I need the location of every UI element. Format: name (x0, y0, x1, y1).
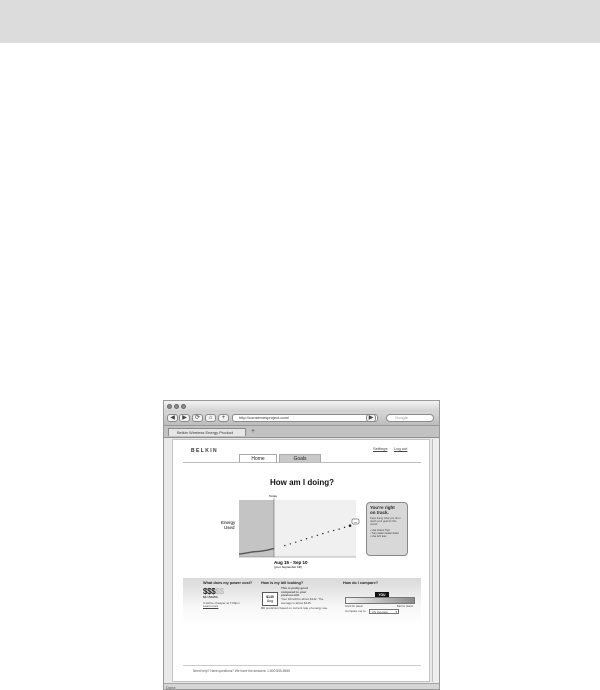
bill-detail: Your bill will be about $142. The average is about $145. (281, 596, 324, 605)
status-callout (366, 502, 408, 556)
callout-title-1: You're right (370, 505, 395, 510)
y-axis-label-2: Used (224, 525, 235, 530)
period-label: Aug 15 - Sep 10 (274, 560, 308, 565)
bill-envelope-icon: $140 Aug (262, 592, 278, 606)
browser-tab-strip (164, 426, 439, 438)
compare-right-label: Bad for planet (397, 605, 414, 608)
bill-title: How is my bill looking? (261, 581, 304, 585)
logout-link[interactable]: Log out (394, 446, 408, 451)
bill-message-1: This is pretty good (281, 586, 308, 591)
compare-select[interactable]: US Average ▾ (369, 609, 399, 614)
browser-tab[interactable]: Belkin Wireless Energy Product (168, 428, 246, 436)
minimize-window-button[interactable] (174, 404, 179, 409)
bill-footnote: Bill prediction based on current rate of energy use. (261, 606, 329, 611)
footer-divider (183, 665, 421, 666)
cost-note: It will be cheaper at 7:00pm (203, 600, 240, 605)
page-title: How am I doing? (270, 478, 334, 487)
callout-tip[interactable]: › Use A/C less (370, 535, 387, 539)
tab-home[interactable]: Home (239, 454, 277, 462)
search-field[interactable]: Google (386, 414, 434, 422)
projected-point (333, 530, 334, 531)
callout-body: Keep doing what you do to reach your goal for this month. (370, 517, 401, 527)
add-bookmark-button[interactable]: + (218, 414, 229, 422)
compare-left-label: Good for planet (345, 605, 363, 608)
bill-message-3: previous bill. (281, 593, 300, 598)
projected-point (344, 527, 345, 528)
back-button[interactable]: ◀ (167, 414, 178, 422)
cost-indicator: $$$$$ (203, 587, 224, 597)
web-page (172, 439, 430, 682)
learn-more-link[interactable]: Learn more (203, 604, 219, 609)
compare-scale-bar (345, 597, 415, 604)
chevron-down-icon: ▾ (395, 610, 397, 614)
compare-to-label: Compare me to (345, 609, 366, 613)
chart-past-region (239, 500, 274, 557)
reload-button[interactable]: ⟳ (192, 414, 203, 422)
summary-panel (183, 578, 421, 626)
cost-rate: $0.15/kWh (203, 595, 218, 600)
cost-title: What does my power cost? (203, 581, 253, 585)
go-button[interactable]: ▶ (366, 414, 376, 422)
status-bar: Done (164, 683, 440, 690)
y-axis-label-1: Energy (221, 520, 236, 525)
home-button[interactable]: ⌂ (205, 414, 216, 422)
browser-window (163, 400, 440, 690)
chart-future-region (274, 500, 356, 557)
address-bar[interactable]: http://conservesproject.com/ (232, 414, 378, 422)
projected-point (306, 538, 307, 539)
footer-help-text: Need help? Have questions? We have the answers: 1-800-555-5555 (193, 669, 290, 673)
today-label: Today (269, 494, 278, 498)
browser-toolbar (164, 412, 439, 426)
projected-point (317, 535, 318, 536)
projected-point (284, 545, 285, 546)
page-scrollbar[interactable] (432, 439, 439, 682)
projected-end-point (349, 524, 352, 527)
callout-tip[interactable]: › Use Green Tips (370, 528, 390, 532)
tab-goals[interactable]: Goals (279, 454, 321, 462)
zoom-window-button[interactable] (181, 404, 186, 409)
you-marker: YOU (375, 592, 389, 599)
period-sub-label: (your September bill) (274, 565, 302, 569)
close-window-button[interactable] (167, 404, 172, 409)
projected-point (295, 541, 296, 542)
bill-message-2: compared to your (281, 589, 307, 594)
projected-point (300, 540, 301, 541)
projected-point (290, 543, 291, 544)
projected-point (328, 531, 329, 532)
callout-title-2: on track. (370, 510, 389, 515)
smile-icon (352, 519, 359, 524)
callout-tip[interactable]: › Turn water heater down (370, 532, 399, 536)
bill-section (261, 581, 341, 611)
cost-section (203, 581, 258, 609)
projected-point (322, 533, 323, 534)
top-gray-band (0, 0, 600, 43)
settings-link[interactable]: Settings (373, 446, 388, 451)
window-titlebar (164, 401, 439, 412)
compare-title: How do I compare? (343, 581, 379, 585)
forward-button[interactable]: ▶ (179, 414, 190, 422)
compare-section (343, 581, 419, 614)
new-tab-button[interactable]: + (250, 428, 256, 435)
projected-point (311, 536, 312, 537)
projected-point (338, 528, 339, 529)
belkin-logo: BELKIN (191, 448, 219, 454)
